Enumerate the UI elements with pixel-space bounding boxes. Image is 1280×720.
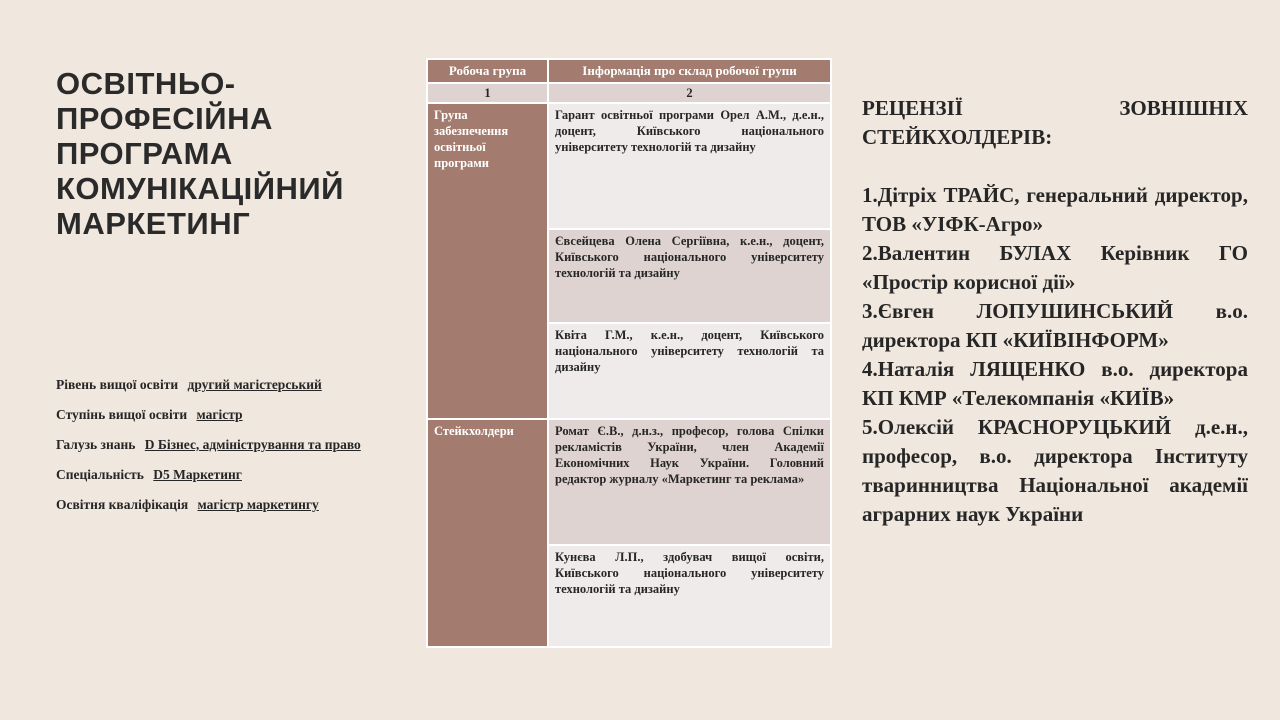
reviews-heading-line: СТЕЙКХОЛДЕРІВ: (862, 125, 1053, 149)
info-value: магістр (196, 407, 243, 422)
column-number: 2 (548, 83, 831, 103)
info-label: Спеціальність (56, 467, 144, 482)
table-row (427, 103, 831, 229)
member-cell: Ромат Є.В., д.н.з., професор, голова Спілки рекламістів України, член Академії Економічних Наук України. Головний редактор журналу «Маркетинг та реклама» (548, 419, 831, 545)
review-item: 3.Євген ЛОПУШИНСЬКИЙ в.о. директора КП «КИЇВІНФОРМ» (862, 299, 1248, 352)
member-cell: Гарант освітньої програми Орел А.М., д.е.н., доцент, Київського національного університету технологій та дизайну (548, 103, 831, 229)
info-label: Рівень вищої освіти (56, 377, 179, 392)
member-cell: Євсейцева Олена Сергіївна, к.е.н., доцент, Київського національного університету технологій та дизайну (548, 229, 831, 323)
info-field (56, 436, 386, 453)
review-item: 1.Дітріх ТРАЙС, генеральний директор, ТОВ «УІФК-Агро» (862, 183, 1248, 236)
external-reviews (862, 94, 1248, 529)
table-number-row (427, 83, 831, 103)
review-item: 5.Олексій КРАСНОРУЦЬКИЙ д.е.н., професор, в.о. директора Інституту тваринництва Національної академії аграрних наук України (862, 415, 1248, 526)
info-education-level (56, 376, 386, 393)
table-row (427, 419, 831, 545)
title-line: МАРКЕТИНГ (56, 206, 251, 241)
table-header-group: Робоча група (427, 59, 548, 83)
column-number: 1 (427, 83, 548, 103)
info-value: магістр маркетингу (197, 497, 319, 512)
table-header-row (427, 59, 831, 83)
review-item: 4.Наталія ЛЯЩЕНКО в.о. директора КП КМР «Телекомпанія «КИЇВ» (862, 357, 1248, 410)
reviews-heading-line: РЕЦЕНЗІЇ ЗОВНІШНІХ (862, 96, 1248, 120)
program-info (56, 376, 386, 526)
info-value: D Бізнес, адміністрування та право (144, 437, 361, 452)
review-item: 2.Валентин БУЛАХ Керівник ГО «Простір корисної дії» (862, 241, 1248, 294)
group-name-cell: Група забезпечення освітньої програми (427, 103, 548, 419)
member-cell: Кунєва Л.П., здобувач вищої освіти, Київського національного університету технологій та дизайну (548, 545, 831, 647)
title-line: ПРОФЕСІЙНА (56, 101, 273, 136)
info-label: Ступінь вищої освіти (56, 407, 188, 422)
member-cell: Квіта Г.М., к.е.н., доцент, Київського національного університету технологій та дизайну (548, 323, 831, 419)
title-line: ОСВІТНЬО- (56, 66, 236, 101)
info-label: Галузь знань (56, 437, 136, 452)
info-qualification (56, 496, 386, 513)
working-group-table (426, 58, 832, 648)
reviews-heading (862, 94, 1248, 152)
title-line: ПРОГРАМА (56, 136, 233, 171)
info-label: Освітня кваліфікація (56, 497, 189, 512)
title-line: КОМУНІКАЦІЙНИЙ (56, 171, 344, 206)
table-header-info: Інформація про склад робочої групи (548, 59, 831, 83)
info-degree (56, 406, 386, 423)
group-name-cell: Стейкхолдери (427, 419, 548, 647)
info-specialty (56, 466, 386, 483)
info-value: D5 Маркетинг (153, 467, 242, 482)
info-value: другий магістерський (187, 377, 322, 392)
page-title (56, 66, 401, 241)
